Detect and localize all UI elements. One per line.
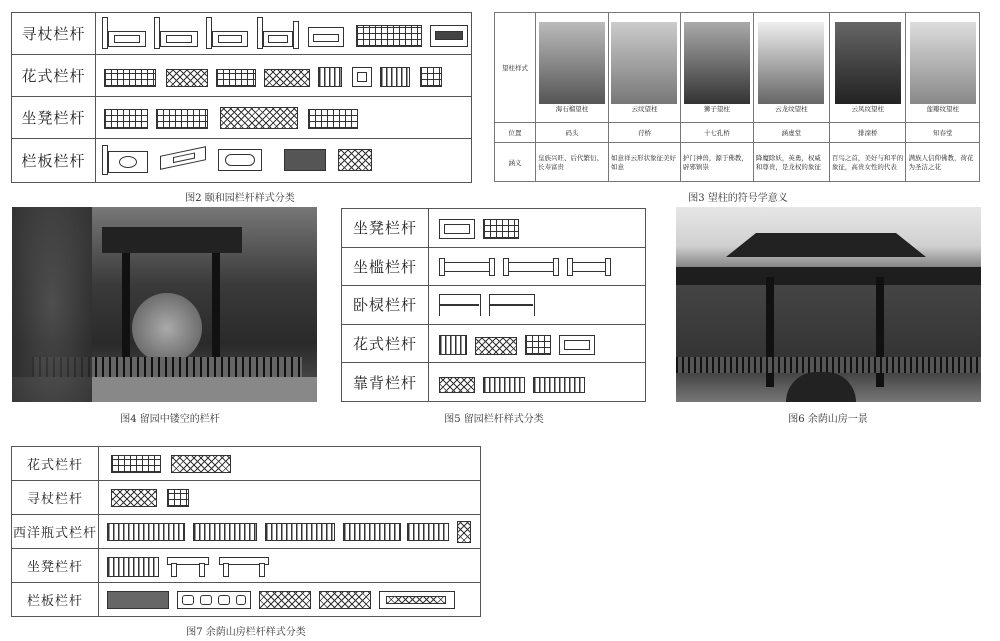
fig5-row-label: 坐凳栏杆 [342,209,429,248]
fig7-table [11,446,481,617]
fig2-row-images [96,13,472,55]
fig4-caption: 图4 留园中镂空的栏杆 [120,414,220,425]
fig5-row-label: 靠背栏杆 [342,363,429,402]
pillar-location: 涵虚堂 [753,123,829,143]
fig7-row-images [99,447,481,481]
fig7-row-label: 花式栏杆 [12,447,99,481]
fig5-row-label: 坐槛栏杆 [342,247,429,286]
fig5-row-label: 卧棂栏杆 [342,286,429,325]
fig2-table [11,12,472,183]
fig5-row-images [429,209,646,248]
pillar-name: 云凤纹望柱 [851,105,884,113]
fig5-row-images [429,363,646,402]
fig2-row-label: 坐凳栏杆 [12,97,96,139]
fig6-photo [676,207,981,402]
fig7-row-images [99,481,481,515]
pillar-meaning: 如意祥云形状象征美好如意 [608,143,680,182]
fig7-row-images [99,583,481,617]
fig2-row-images [96,55,472,97]
pillar-location: 知春堂 [906,123,980,143]
fig3-caption: 图3 望柱的符号学意义 [688,193,788,204]
pillar-photo [539,22,605,104]
fig7-row-label: 西洋瓶式栏杆 [12,515,99,549]
pillar-meaning: 护门神兽，源于佛教，辟邪镇祟 [680,143,753,182]
fig3-column [906,13,980,123]
fig3-column [753,13,829,123]
fig5-row-images [429,286,646,325]
pillar-photo [684,22,750,104]
fig2-row-label: 栏板栏杆 [12,139,96,183]
pillar-meaning: 满族人信仰佛教，荷花为圣洁之花 [906,143,980,182]
pillar-location: 荇桥 [608,123,680,143]
fig3-table [494,12,980,182]
pillar-name: 云纹望柱 [631,105,658,113]
pillar-meaning: 降魔除妖，英勇，权威和尊贵，是龙权的象征 [753,143,829,182]
pillar-name: 云龙纹望柱 [775,105,808,113]
fig5-caption: 图5 留园栏杆样式分类 [444,414,544,425]
pillar-name: 狮子望柱 [703,105,730,113]
fig3-column [536,13,609,123]
pillar-name: 莲瓣纹望柱 [926,105,959,113]
pillar-photo [611,22,677,104]
fig3-row-header: 位置 [495,123,536,143]
fig7-row-label: 坐凳栏杆 [12,549,99,583]
pillar-meaning: 皇族兴旺、后代繁衍、长寿富贵 [536,143,609,182]
fig3-column [680,13,753,123]
pillar-photo [758,22,824,104]
fig5-row-images [429,324,646,363]
pillar-location: 十七孔桥 [680,123,753,143]
fig3-row-header: 望柱样式 [495,13,536,123]
fig6-caption: 图6 余荫山房一景 [788,414,868,425]
pillar-photo [835,22,901,104]
fig5-row-label: 花式栏杆 [342,324,429,363]
fig7-row-label: 寻杖栏杆 [12,481,99,515]
fig7-row-label: 栏板栏杆 [12,583,99,617]
pillar-location: 码头 [536,123,609,143]
fig7-row-images [99,515,481,549]
pillar-meaning: 百鸟之首，美好与和平的象征，高贵女性的代表 [829,143,906,182]
fig2-caption: 图2 颐和园栏杆样式分类 [185,193,295,204]
fig2-row-images [96,97,472,139]
fig4-photo [12,207,317,402]
fig2-row-images [96,139,472,183]
fig3-column [829,13,906,123]
fig3-column [608,13,680,123]
fig7-row-images [99,549,481,583]
fig7-caption: 图7 余荫山房栏杆样式分类 [186,627,306,638]
fig2-row-label: 花式栏杆 [12,55,96,97]
fig2-row-label: 寻杖栏杆 [12,13,96,55]
pillar-photo [910,22,976,104]
fig3-row-header: 涵义 [495,143,536,182]
fig5-table [341,208,646,402]
pillar-name: 海石榴望柱 [555,105,589,113]
pillar-location: 排滦桥 [829,123,906,143]
fig5-row-images [429,247,646,286]
